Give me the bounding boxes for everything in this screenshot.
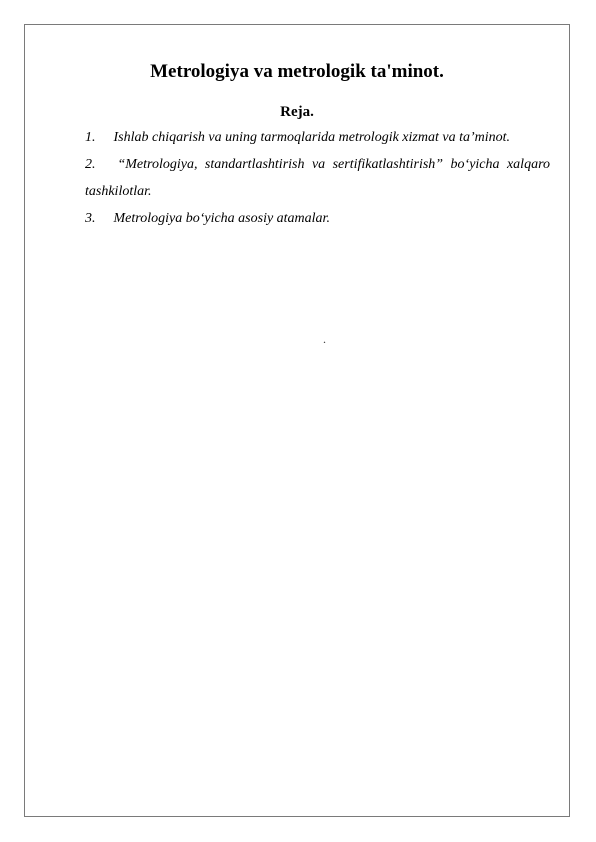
plan-item-text: Metrologiya bo‘yicha asosiy atamalar. bbox=[113, 211, 330, 226]
plan-item bbox=[85, 151, 550, 205]
plan-item bbox=[85, 205, 550, 232]
plan-item-text: Ishlab chiqarish va uning tarmoqlarida metrologik xizmat va ta’minot. bbox=[113, 130, 511, 145]
plan-item-text: “Metrologiya, standartlashtirish va sertifikatlashtirish” bo‘yicha xalqaro tashkilotlar. bbox=[85, 157, 551, 199]
plan-list bbox=[85, 124, 550, 232]
plan-item-number: 1. bbox=[85, 130, 96, 145]
page-title: Metrologiya va metrologik ta'minot. bbox=[150, 61, 444, 82]
plan-item bbox=[85, 124, 550, 151]
plan-heading: Reja. bbox=[280, 104, 314, 120]
stray-mark: . bbox=[323, 332, 326, 346]
plan-item-number: 3. bbox=[85, 211, 96, 226]
plan-item-number: 2. bbox=[85, 157, 96, 172]
